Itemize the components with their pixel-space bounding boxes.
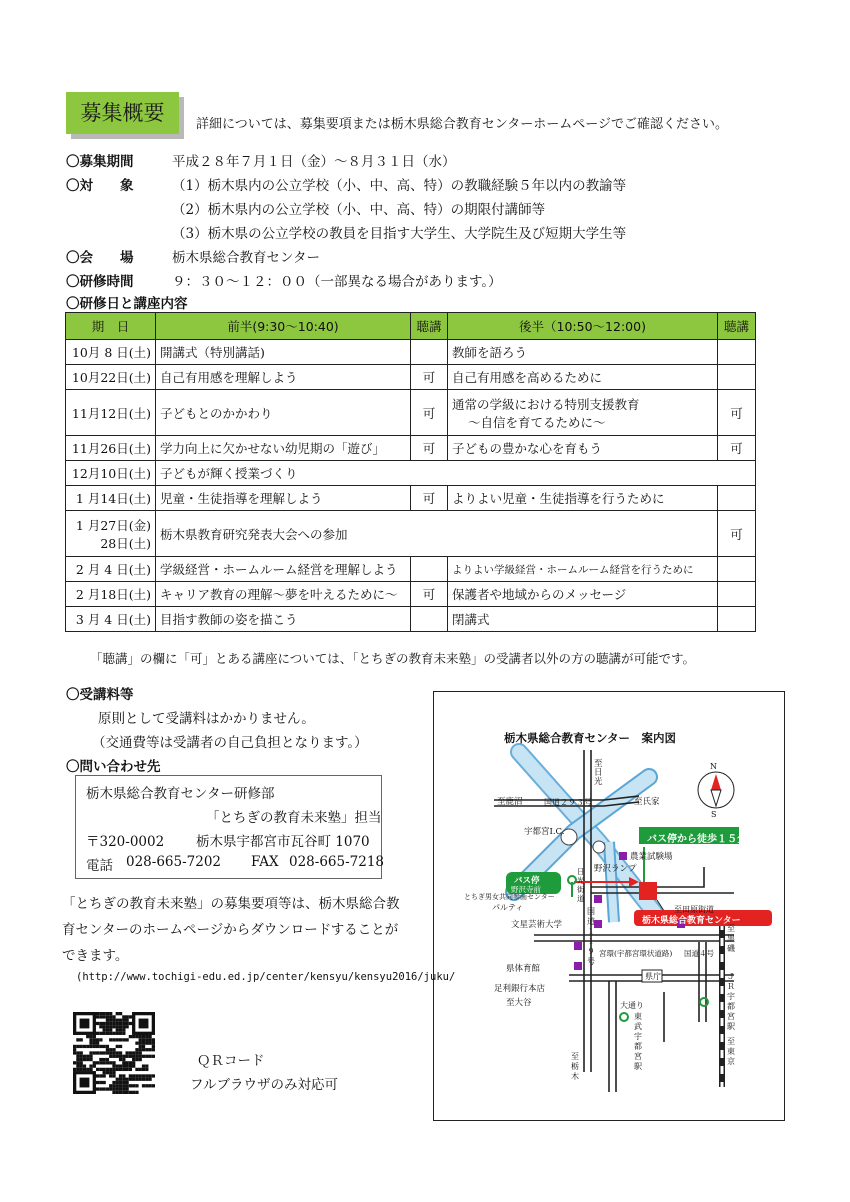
label-odori: 大通り: [620, 1001, 644, 1010]
cell-date: 11月12日(土): [66, 390, 156, 436]
label-kentaiikukan: 県体育館: [506, 964, 541, 974]
cell-am: 子どもが輝く授業づくり: [156, 461, 756, 486]
label-r293: 国道２９３号: [544, 798, 592, 807]
table-row: [66, 557, 756, 582]
cell-date: 12月10日(土): [66, 461, 156, 486]
table-row: [66, 607, 756, 632]
time-label: 〇研修時間: [66, 274, 134, 290]
label-oya: 至大谷: [506, 998, 532, 1008]
table-row: [66, 461, 756, 486]
contact-address: 栃木県宇都宮市瓦谷町 1070: [196, 834, 370, 850]
tobu-bus-icon: [620, 1013, 628, 1021]
label-r119: 国道１１９号: [587, 907, 595, 966]
contact-fax-label: FAX: [251, 854, 279, 870]
cell-pm: [448, 390, 718, 436]
label-r4: 国道４号: [684, 949, 714, 958]
cell-pm: 保護者や地域からのメッセージ: [448, 582, 718, 607]
compass: [698, 772, 734, 808]
cell-pm: 教師を語ろう: [448, 340, 718, 365]
cell-pm: よりよい学級経営・ホームルーム経営を行うために: [448, 557, 718, 582]
cell-date: 2 月 4 日(土): [66, 557, 156, 582]
fee-line1: 原則として受講料はかかりません。: [98, 711, 315, 727]
time-value: ９：３０～１２：００（一部異なる場合があります。）: [172, 274, 502, 290]
qr-note: フルブラウザのみ対応可: [190, 1077, 338, 1093]
cell-pm-line1: 通常の学級における特別支援教育: [452, 396, 640, 412]
cell-date-line1: 1 月27日(金): [75, 517, 151, 533]
bus-stop-label: バス停: [514, 876, 540, 886]
contact-label: 〇問い合わせ先: [66, 759, 161, 775]
ramp-circle: [593, 841, 605, 853]
cell-am: 開講式（特別講話): [156, 340, 411, 365]
label-utsunomiya-ic: 宇都宮I.C.: [524, 827, 565, 837]
cell-date: 1 月14日(土): [66, 486, 156, 511]
target-item: （2）栃木県内の公立学校（小、中、高、特）の期限付講師等: [172, 202, 546, 218]
qr-label: ＱＲコード: [197, 1053, 265, 1069]
bus-walk-text: バス停から徒歩１５分: [647, 834, 747, 845]
target-item: （3）栃木県の公立学校の教員を目指す大学生、大学院生及び短期大学生等: [172, 226, 627, 242]
center-location: [639, 882, 657, 900]
cell-am: 自己有用感を理解しよう: [156, 365, 411, 390]
cell-pm-audit: 可: [718, 511, 756, 557]
table-header-row: [66, 313, 756, 340]
cell-pm-audit: [718, 582, 756, 607]
schedule-label: 〇研修日と講座内容: [66, 296, 188, 312]
label-tobu: 東武宇都宮駅: [634, 1012, 642, 1071]
cell-date: [66, 511, 156, 557]
target-item: （1）栃木県内の公立学校（小、中、高、特）の教職経験５年以内の教諭等: [172, 178, 627, 194]
compass-north: N: [710, 762, 717, 771]
audit-note: 「聴講」の欄に「可」とある講座については、「とちぎの教育未来塾」の受講者以外の方の聴講が可能です。: [90, 651, 696, 666]
qr-code: [73, 1012, 155, 1094]
cell-pm: 子どもの豊かな心を育もう: [448, 436, 718, 461]
fee-label: 〇受講料等: [66, 687, 134, 703]
cell-am-audit: 可: [411, 486, 448, 511]
cell-pm-audit: [718, 607, 756, 632]
contact-dept: 「とちぎの教育未来塾」担当: [206, 810, 382, 826]
label-bunsei: 文星芸術大学: [511, 920, 563, 930]
cell-date: 2 月18日(土): [66, 582, 156, 607]
table-row: [66, 340, 756, 365]
cell-am: 学級経営・ホームルーム経営を理解しよう: [156, 557, 411, 582]
table-row: [66, 365, 756, 390]
period-label: 〇募集期間: [66, 154, 134, 170]
access-map: [433, 691, 785, 1121]
label-tochigi: 至栃木: [571, 1052, 579, 1081]
label-danjo: とちぎ男女共同参画センター: [464, 893, 555, 901]
label-kencho: 県庁: [645, 972, 661, 981]
cell-date: 10月22日(土): [66, 365, 156, 390]
cell-pm-line2: ～自信を育てるために～: [468, 414, 606, 430]
label-kuroiso: 至黒磯: [727, 924, 735, 953]
cell-date-line2: 28日(土): [100, 535, 151, 551]
download-url[interactable]: (http://www.tochigi-edu.ed.jp/center/kensyu/kensyu2016/juku/: [76, 971, 456, 983]
label-tagawa: 至田原街道: [674, 905, 714, 914]
col-am: 前半(9:30～10:40): [156, 313, 411, 340]
section-tag: 募集概要: [66, 92, 179, 134]
table-row: [66, 486, 756, 511]
cell-pm: よりよい児童・生徒指導を行うために: [448, 486, 718, 511]
cell-pm: 閉講式: [448, 607, 718, 632]
label-nozawa-ramp: 野沢ランプ: [594, 864, 637, 874]
cell-am-audit: [411, 340, 448, 365]
cell-pm-audit: [718, 557, 756, 582]
cell-am-audit: [411, 607, 448, 632]
cell-am: 児童・生徒指導を理解しよう: [156, 486, 411, 511]
cell-pm-audit: 可: [718, 436, 756, 461]
label-tokyo: 至東京: [727, 1037, 735, 1066]
label-miyakan: 宮環(宇都宮環状道路): [599, 949, 673, 958]
cell-date: 11月26日(土): [66, 436, 156, 461]
contact-org: 栃木県総合教育センター研修部: [86, 786, 275, 802]
period-value: 平成２８年７月１日（金）～８月３１日（水）: [172, 154, 456, 170]
cell-am-audit: 可: [411, 436, 448, 461]
col-date: 期 日: [66, 313, 156, 340]
contact-fax: 028-665-7218: [289, 854, 385, 870]
col-pm-audit: 聴講: [718, 313, 756, 340]
venue-label: 〇会 場: [66, 250, 134, 266]
label-nogyo: 農業試験場: [630, 852, 673, 862]
cell-pm-audit: [718, 340, 756, 365]
bus-stop-name: 野沢寺前: [511, 885, 541, 894]
cell-am: キャリア教育の理解～夢を叶えるために～: [156, 582, 411, 607]
label-nikko: 至日光: [594, 759, 603, 787]
label-ujiie: 至氏家: [634, 797, 660, 807]
cell-date: 3 月 4 日(土): [66, 607, 156, 632]
contact-tel-label: 電話: [86, 858, 113, 874]
cell-date: 10月 8 日(土): [66, 340, 156, 365]
cell-am-audit: [411, 557, 448, 582]
cell-pm: 自己有用感を高めるために: [448, 365, 718, 390]
cell-am: 学力向上に欠かせない幼児期の「遊び」: [156, 436, 411, 461]
cell-pm-audit: [718, 365, 756, 390]
table-row: [66, 582, 756, 607]
contact-postal: 〒320-0002: [86, 834, 165, 850]
schedule-table: [65, 312, 756, 632]
col-am-audit: 聴講: [411, 313, 448, 340]
fee-line2: （交通費等は受講者の自己負担となります。）: [92, 735, 368, 751]
contact-tel: 028-665-7202: [126, 854, 222, 870]
label-kanuma: 至鹿沼: [497, 797, 523, 807]
compass-south: S: [711, 810, 717, 819]
cell-am-audit: 可: [411, 582, 448, 607]
cell-am: 栃木県教育研究発表大会への参加: [156, 511, 718, 557]
target-label: 〇対 象: [66, 178, 134, 194]
download-text: 「とちぎの教育未来塾」の募集要項等は、栃木県総合教育センターのホームページからダウンロードすることができます。: [62, 896, 400, 964]
cell-am: 子どもとのかかわり: [156, 390, 411, 436]
cell-pm-audit: 可: [718, 390, 756, 436]
intro-text: 詳細については、募集要項または栃木県総合教育センターホームページでご確認ください。: [196, 117, 728, 132]
col-pm: 後半（10:50～12:00): [448, 313, 718, 340]
map-title: 栃木県総合教育センター 案内図: [504, 731, 677, 745]
table-row: [66, 436, 756, 461]
contact-box: [75, 775, 385, 879]
label-jr: ＪＲ宇都宮駅: [727, 972, 735, 1031]
center-banner-text: 栃木県総合教育センター: [642, 916, 741, 926]
cell-pm-audit: [718, 486, 756, 511]
label-ashikaga: 足利銀行本店: [494, 984, 546, 994]
cell-am: 目指す教師の姿を描こう: [156, 607, 411, 632]
cell-am-audit: 可: [411, 390, 448, 436]
table-row: [66, 390, 756, 436]
label-nikko-kaido: 日光街道: [577, 867, 585, 903]
label-parity: パルティ: [492, 903, 524, 912]
cell-am-audit: 可: [411, 365, 448, 390]
table-row: [66, 511, 756, 557]
venue-value: 栃木県総合教育センター: [172, 250, 320, 266]
